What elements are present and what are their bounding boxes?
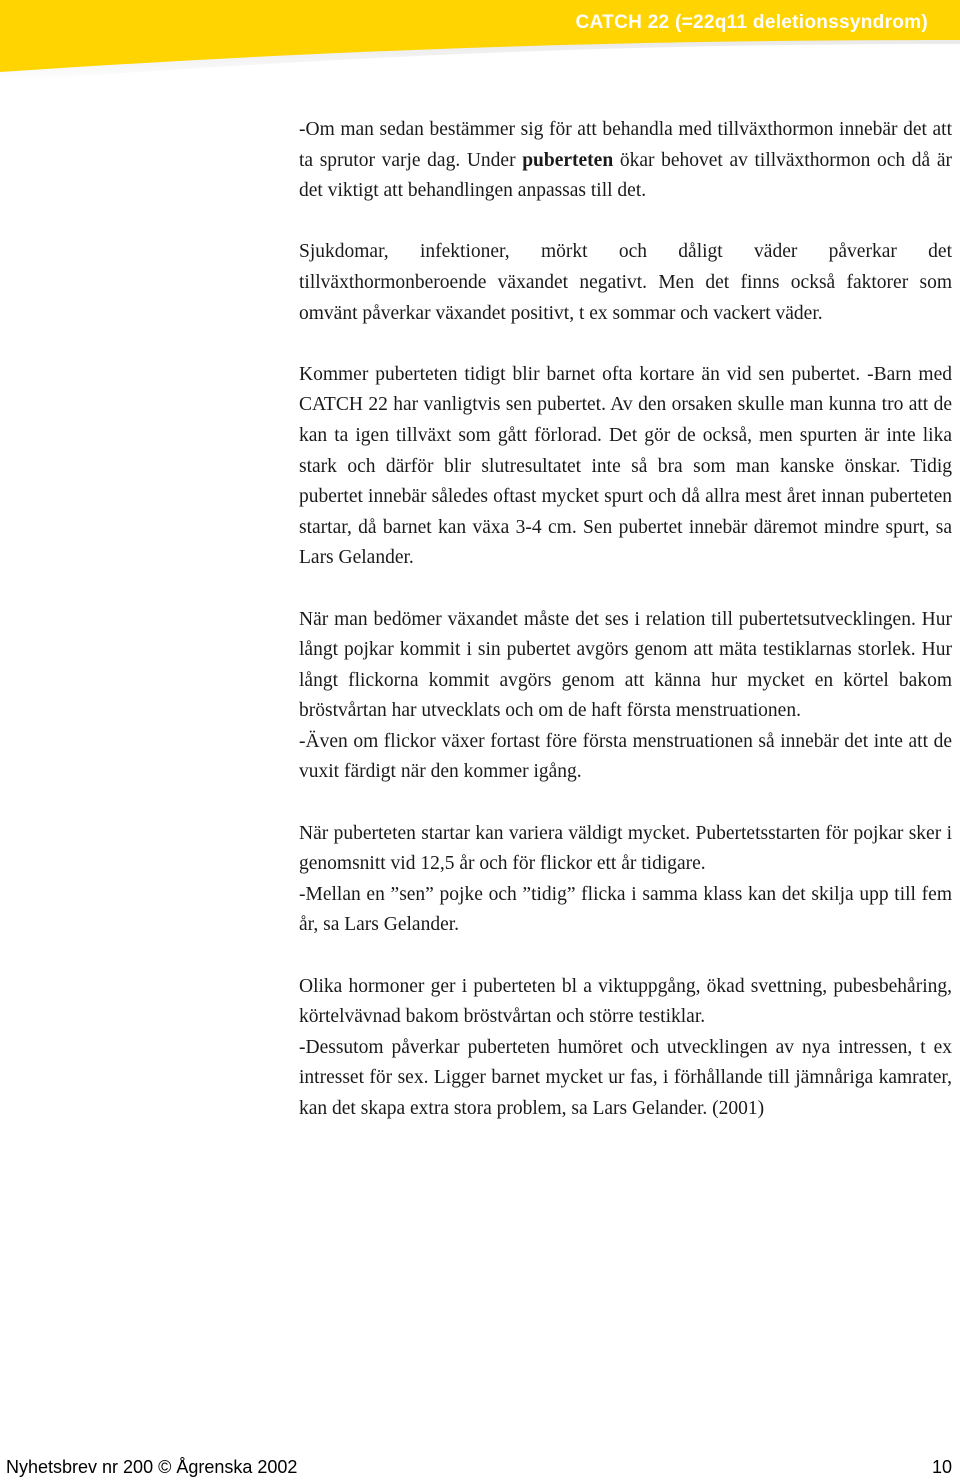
paragraph-factors: Sjukdomar, infektioner, mörkt och dåligt väder påverkar det tillväxthormonberoende växandet negativt. Men det finns också faktorer som omvänt påverkar växandet positivt, t ex sommar och vackert väder. bbox=[299, 241, 952, 324]
paragraph-menstruation: -Även om flickor växer fortast före första menstruationen så innebär det inte att de vuxit färdigt när den kommer igång. bbox=[299, 730, 952, 783]
paragraph-mood: -Dessutom påverkar puberteten humöret och utvecklingen av nya intressen, t ex intresset för sex. Ligger barnet mycket ur fas, i förhållande till jämnåriga kamrater, kan det skapa extra stora problem, sa Lars Gelander. (2001) bbox=[299, 1036, 952, 1119]
footer-newsletter-label: Nyhetsbrev nr 200 © Ågrenska 2002 bbox=[6, 1457, 298, 1477]
article-body bbox=[299, 115, 952, 1155]
paragraph-assessment: När man bedömer växandet måste det ses i relation till pubertetsutvecklingen. Hur långt pojkar kommit i sin pubertet avgörs genom att mäta testiklarnas storlek. Hur långt flickorna kommit avgörs genom att känna hur mycket en körtel bakom bröstvårtan har utvecklats och om de haft första menstruationen. bbox=[299, 608, 952, 722]
paragraph-treatment: -Om man sedan bestämmer sig för att behandla med tillväxthormon innebär det att ta sprutor varje dag. Under puberteten ökar behovet av tillväxthormon och då är det viktigt att behandlingen anpassas till det. bbox=[299, 119, 952, 202]
paragraph-hormones: Olika hormoner ger i puberteten bl a viktuppgång, ökad svettning, pubesbehåring, körtelvävnad bakom bröstvårtan och större testiklar. bbox=[299, 975, 952, 1028]
paragraph-puberty-start: När puberteten startar kan variera väldigt mycket. Pubertetsstarten för pojkar sker i genomsnitt vid 12,5 år och för flickor ett år tidigare. bbox=[299, 822, 952, 875]
paragraph-early-puberty: Kommer puberteten tidigt blir barnet ofta kortare än vid sen pubertet. -Barn med CATCH 22 har vanligtvis sen pubertet. Av den orsaken skulle man kunna tro att de kan ta igen tillväxt som gått förlorad. Det gör de också, men spurten är inte lika stark och därför blir slutresultatet inte så bra som man kanske önskar. Tidig pubertet innebär således oftast mycket spurt och då allra mest året innan puberteten startar, då barnet kan växa 3-4 cm. Sen pubertet innebär däremot mindre spurt, sa Lars Gelander. bbox=[299, 363, 952, 569]
bold-term: puberteten bbox=[522, 149, 614, 171]
paragraph-age-difference: -Mellan en ”sen” pojke och ”tidig” flicka i samma klass kan det skilja upp till fem år, sa Lars Gelander. bbox=[299, 883, 952, 936]
page-number: 10 bbox=[931, 1457, 952, 1477]
header-title: CATCH 22 (=22q11 deletionssyndrom) bbox=[575, 12, 928, 33]
